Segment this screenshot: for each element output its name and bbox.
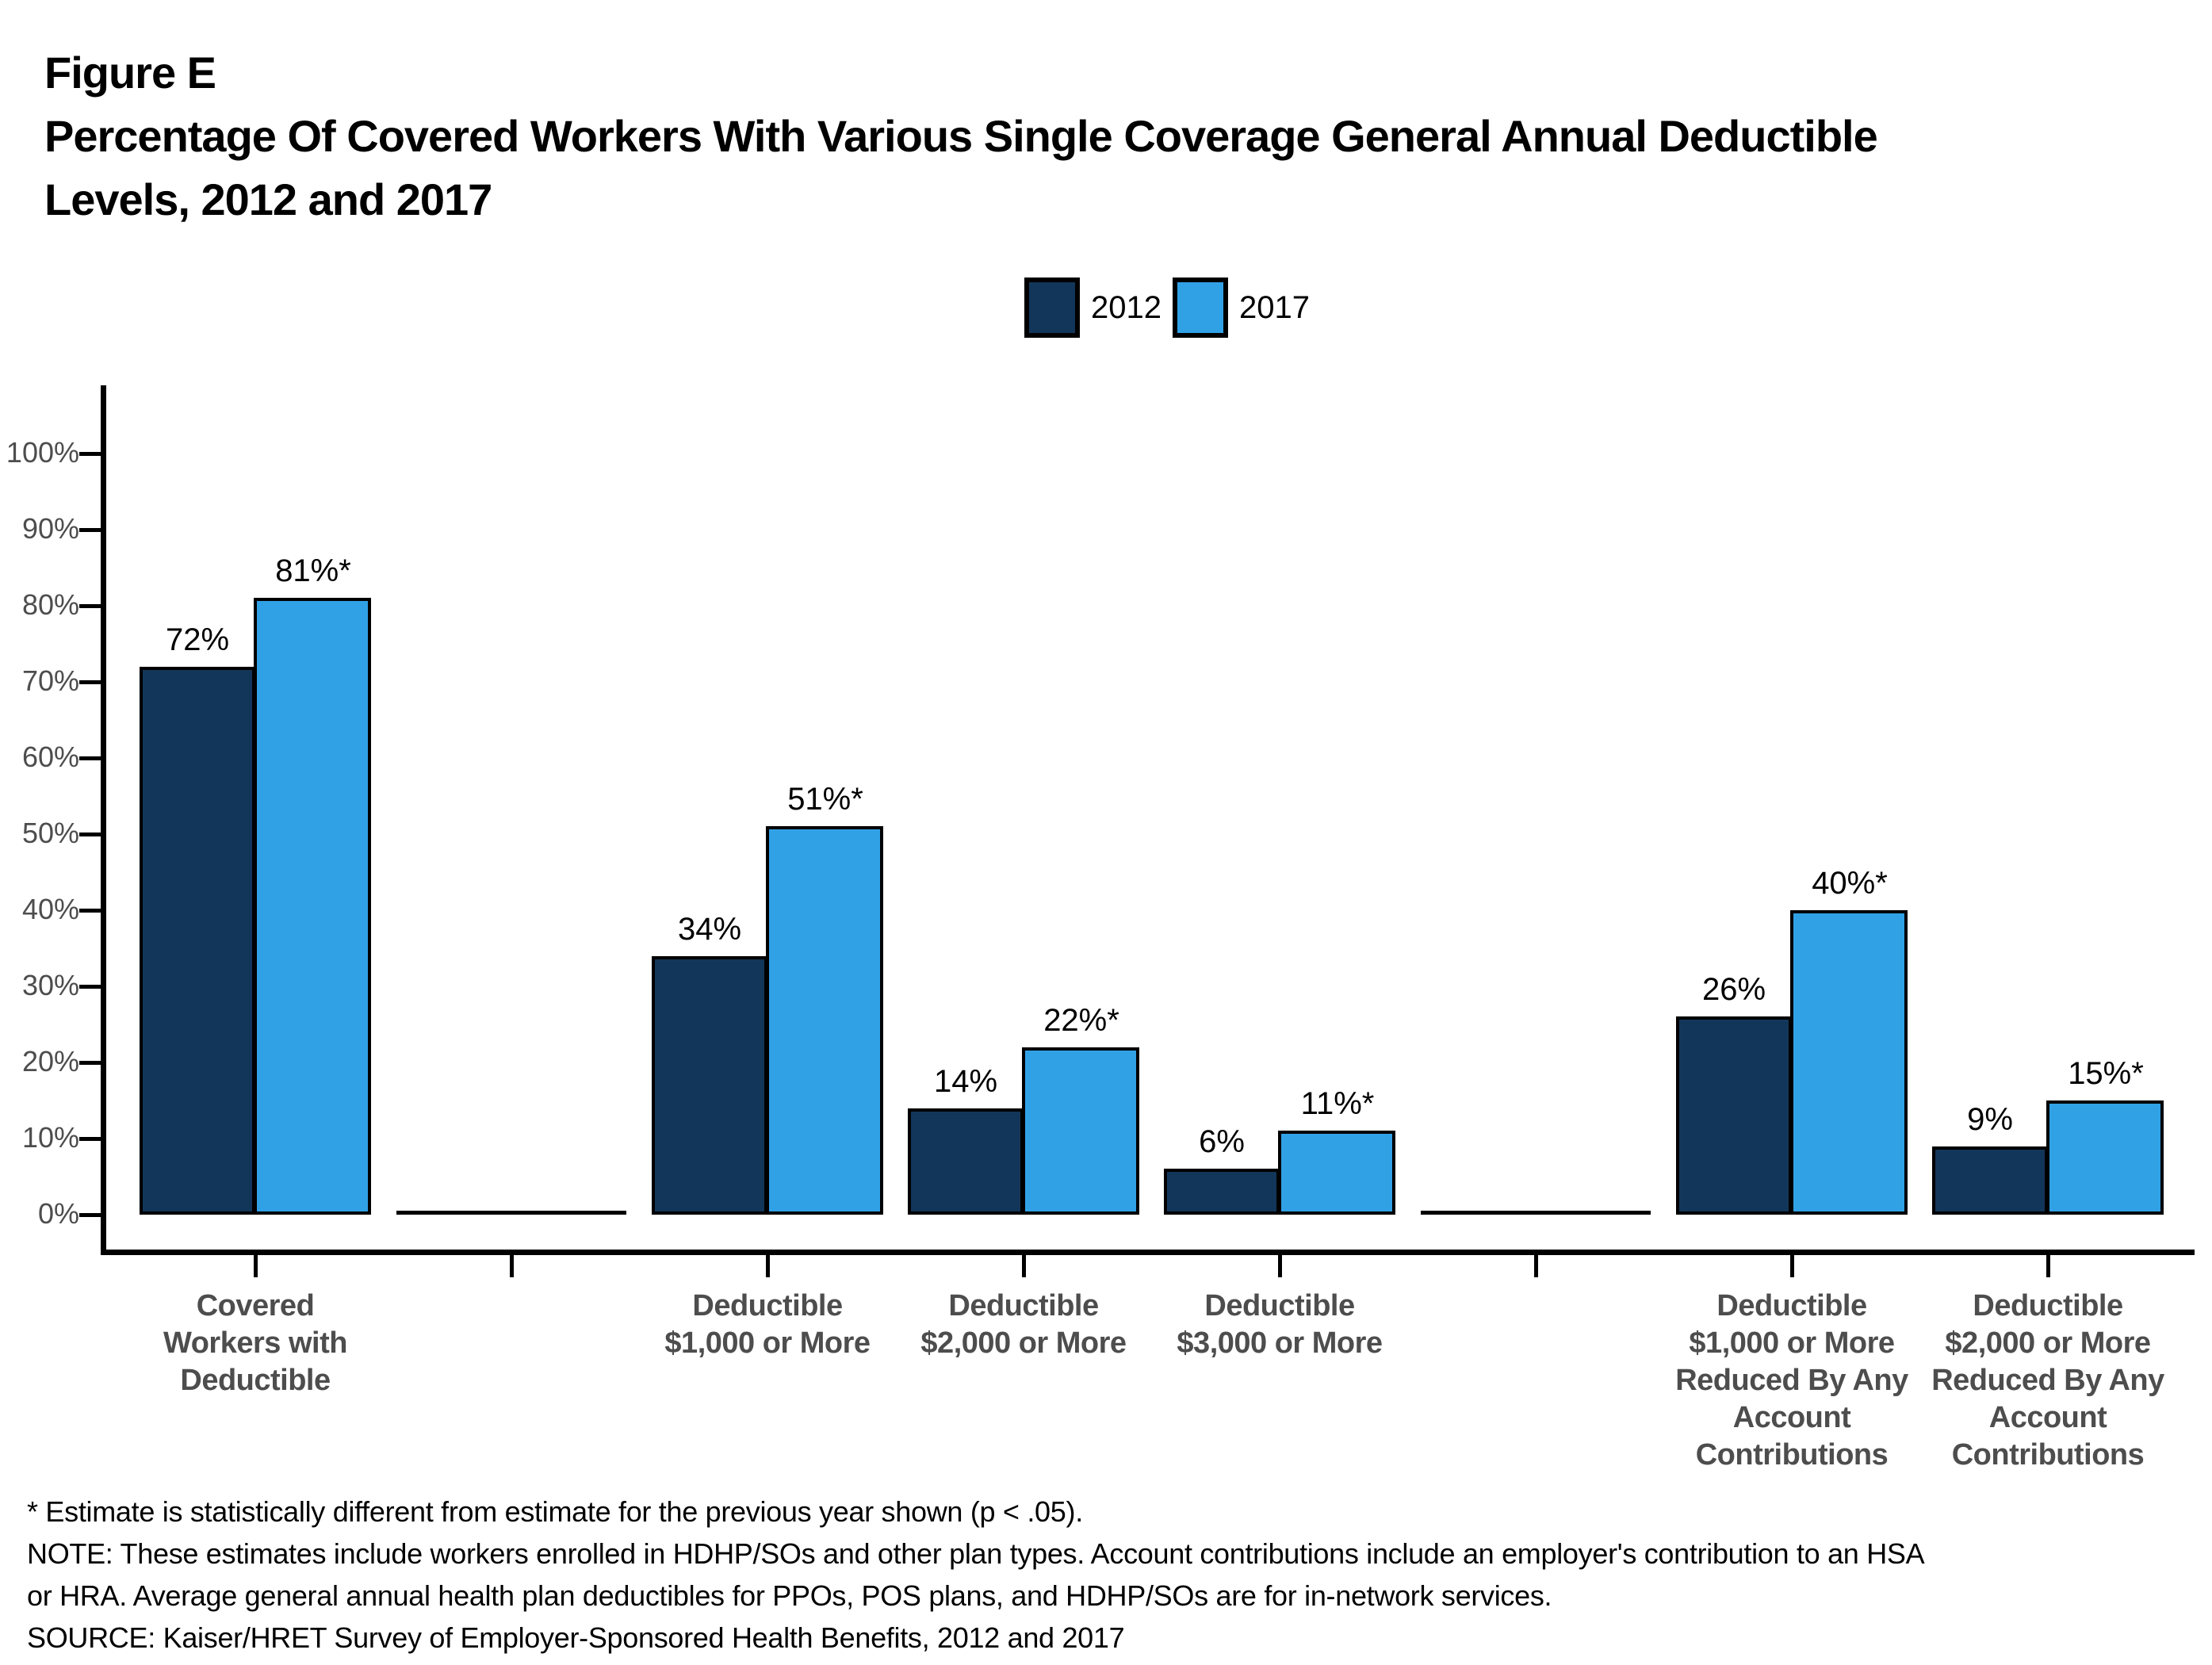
y-tick-label-0: 0% — [37, 1197, 79, 1230]
category-label-4-line-1: $3,000 or More — [1177, 1326, 1383, 1360]
category-tick-3 — [1022, 1255, 1026, 1277]
zero-value-bar-line-1 — [396, 1211, 626, 1215]
category-label-7-line-3: Account — [1988, 1401, 2107, 1434]
bar-value-label-2017-category-3: 22%* — [1043, 1003, 1119, 1038]
y-tick-label-90: 90% — [21, 512, 79, 545]
category-tick-5 — [1534, 1255, 1538, 1277]
y-tick-label-30: 30% — [21, 969, 79, 1001]
y-tick-label-80: 80% — [21, 588, 79, 621]
category-label-0-line-2: Deductible — [180, 1364, 331, 1397]
category-label-6-line-2: Reduced By Any — [1675, 1364, 1908, 1397]
category-tick-7 — [2046, 1255, 2050, 1277]
y-tick-label-60: 60% — [21, 741, 79, 773]
category-label-7-line-4: Contributions — [1951, 1438, 2145, 1472]
category-label-6-line-4: Contributions — [1695, 1438, 1889, 1472]
bar-2012-category-4 — [1164, 1169, 1280, 1215]
y-tick-50 — [79, 832, 101, 836]
category-label-3-line-1: $2,000 or More — [920, 1326, 1127, 1360]
category-label-6-line-1: $1,000 or More — [1689, 1326, 1895, 1360]
bar-value-label-2012-category-3: 14% — [933, 1064, 998, 1099]
category-label-7 — [1905, 1288, 2191, 1474]
category-label-7-line-1: $2,000 or More — [1945, 1326, 2151, 1360]
bar-value-label-2012-category-6: 26% — [1701, 972, 1766, 1007]
figure-title-line2: Levels, 2012 and 2017 — [44, 174, 492, 224]
bar-2017-category-0 — [254, 598, 371, 1215]
y-tick-label-50: 50% — [21, 817, 79, 849]
category-tick-2 — [766, 1255, 770, 1277]
bar-2017-category-7 — [2046, 1100, 2164, 1215]
category-label-4 — [1137, 1288, 1422, 1362]
y-tick-60 — [79, 756, 101, 760]
category-label-6 — [1649, 1288, 1935, 1474]
bar-2017-category-3 — [1022, 1047, 1139, 1215]
y-tick-0 — [79, 1213, 101, 1217]
footnote-line-2: or HRA. Average general annual health plan deductibles for PPOs, POS plans, and HDHP/SOs are for in-network services. — [27, 1579, 1552, 1612]
category-label-7-line-2: Reduced By Any — [1931, 1364, 2164, 1397]
category-label-7-line-0: Deductible — [1973, 1289, 2123, 1322]
category-label-2 — [625, 1288, 910, 1362]
category-label-3-line-0: Deductible — [948, 1289, 1099, 1322]
category-tick-0 — [254, 1255, 258, 1277]
y-tick-90 — [79, 528, 101, 532]
bar-value-label-2017-category-6: 40%* — [1812, 866, 1888, 901]
footnote-line-0: * Estimate is statistically different from estimate for the previous year shown (p < .05). — [27, 1495, 1083, 1528]
y-tick-label-100: 100% — [6, 436, 79, 469]
x-axis-line — [101, 1250, 2195, 1255]
bar-value-label-2012-category-7: 9% — [1967, 1102, 2013, 1137]
category-label-6-line-3: Account — [1732, 1401, 1851, 1434]
footnote-line-3: SOURCE: Kaiser/HRET Survey of Employer-Sponsored Health Benefits, 2012 and 2017 — [27, 1621, 1125, 1654]
y-tick-40 — [79, 909, 101, 913]
bar-2012-category-0 — [140, 667, 255, 1215]
bar-value-label-2012-category-2: 34% — [677, 912, 742, 947]
bar-value-label-2012-category-4: 6% — [1199, 1124, 1245, 1159]
legend-label-2017: 2017 — [1238, 290, 1310, 325]
y-tick-label-10: 10% — [21, 1121, 79, 1154]
y-tick-label-70: 70% — [21, 664, 79, 697]
bar-value-label-2017-category-7: 15%* — [2068, 1056, 2144, 1091]
category-tick-6 — [1790, 1255, 1794, 1277]
bar-value-label-2017-category-4: 11%* — [1300, 1086, 1375, 1121]
category-label-2-line-1: $1,000 or More — [664, 1326, 871, 1360]
category-tick-1 — [510, 1255, 514, 1277]
category-label-2-line-0: Deductible — [692, 1289, 843, 1322]
bar-2012-category-3 — [908, 1108, 1024, 1215]
y-tick-10 — [79, 1137, 101, 1141]
legend-label-2012: 2012 — [1091, 290, 1161, 325]
category-label-0-line-0: Covered — [196, 1289, 315, 1322]
y-tick-70 — [79, 680, 101, 684]
bar-2017-category-6 — [1790, 910, 1908, 1215]
category-label-3 — [881, 1288, 1166, 1362]
bar-2012-category-6 — [1676, 1016, 1792, 1215]
figure-title-line1: Percentage Of Covered Workers With Various Single Coverage General Annual Deductible — [44, 111, 1877, 161]
bar-value-label-2017-category-2: 51%* — [787, 782, 863, 817]
y-tick-label-40: 40% — [21, 893, 79, 925]
y-tick-30 — [79, 985, 101, 989]
bar-value-label-2017-category-0: 81%* — [275, 553, 351, 588]
footnote-line-1: NOTE: These estimates include workers enrolled in HDHP/SOs and other plan types. Account contributions include an employer's contribution to an HSA — [27, 1537, 1925, 1570]
footnotes — [27, 1491, 1924, 1659]
y-axis-line — [101, 385, 106, 1255]
category-tick-4 — [1278, 1255, 1282, 1277]
bar-2012-category-2 — [652, 956, 767, 1215]
y-tick-100 — [79, 452, 101, 456]
category-label-0-line-1: Workers with — [163, 1326, 347, 1360]
category-label-6-line-0: Deductible — [1716, 1289, 1867, 1322]
figure-label: Figure E — [44, 48, 216, 98]
zero-value-bar-line-5 — [1421, 1211, 1651, 1215]
category-label-0 — [113, 1288, 398, 1399]
y-tick-label-20: 20% — [21, 1045, 79, 1077]
bar-2017-category-2 — [766, 826, 883, 1215]
y-tick-80 — [79, 604, 101, 608]
y-tick-20 — [79, 1061, 101, 1065]
category-label-4-line-0: Deductible — [1204, 1289, 1355, 1322]
bar-2017-category-4 — [1278, 1131, 1395, 1215]
bar-2012-category-7 — [1932, 1146, 2048, 1215]
bar-value-label-2012-category-0: 72% — [165, 622, 230, 657]
